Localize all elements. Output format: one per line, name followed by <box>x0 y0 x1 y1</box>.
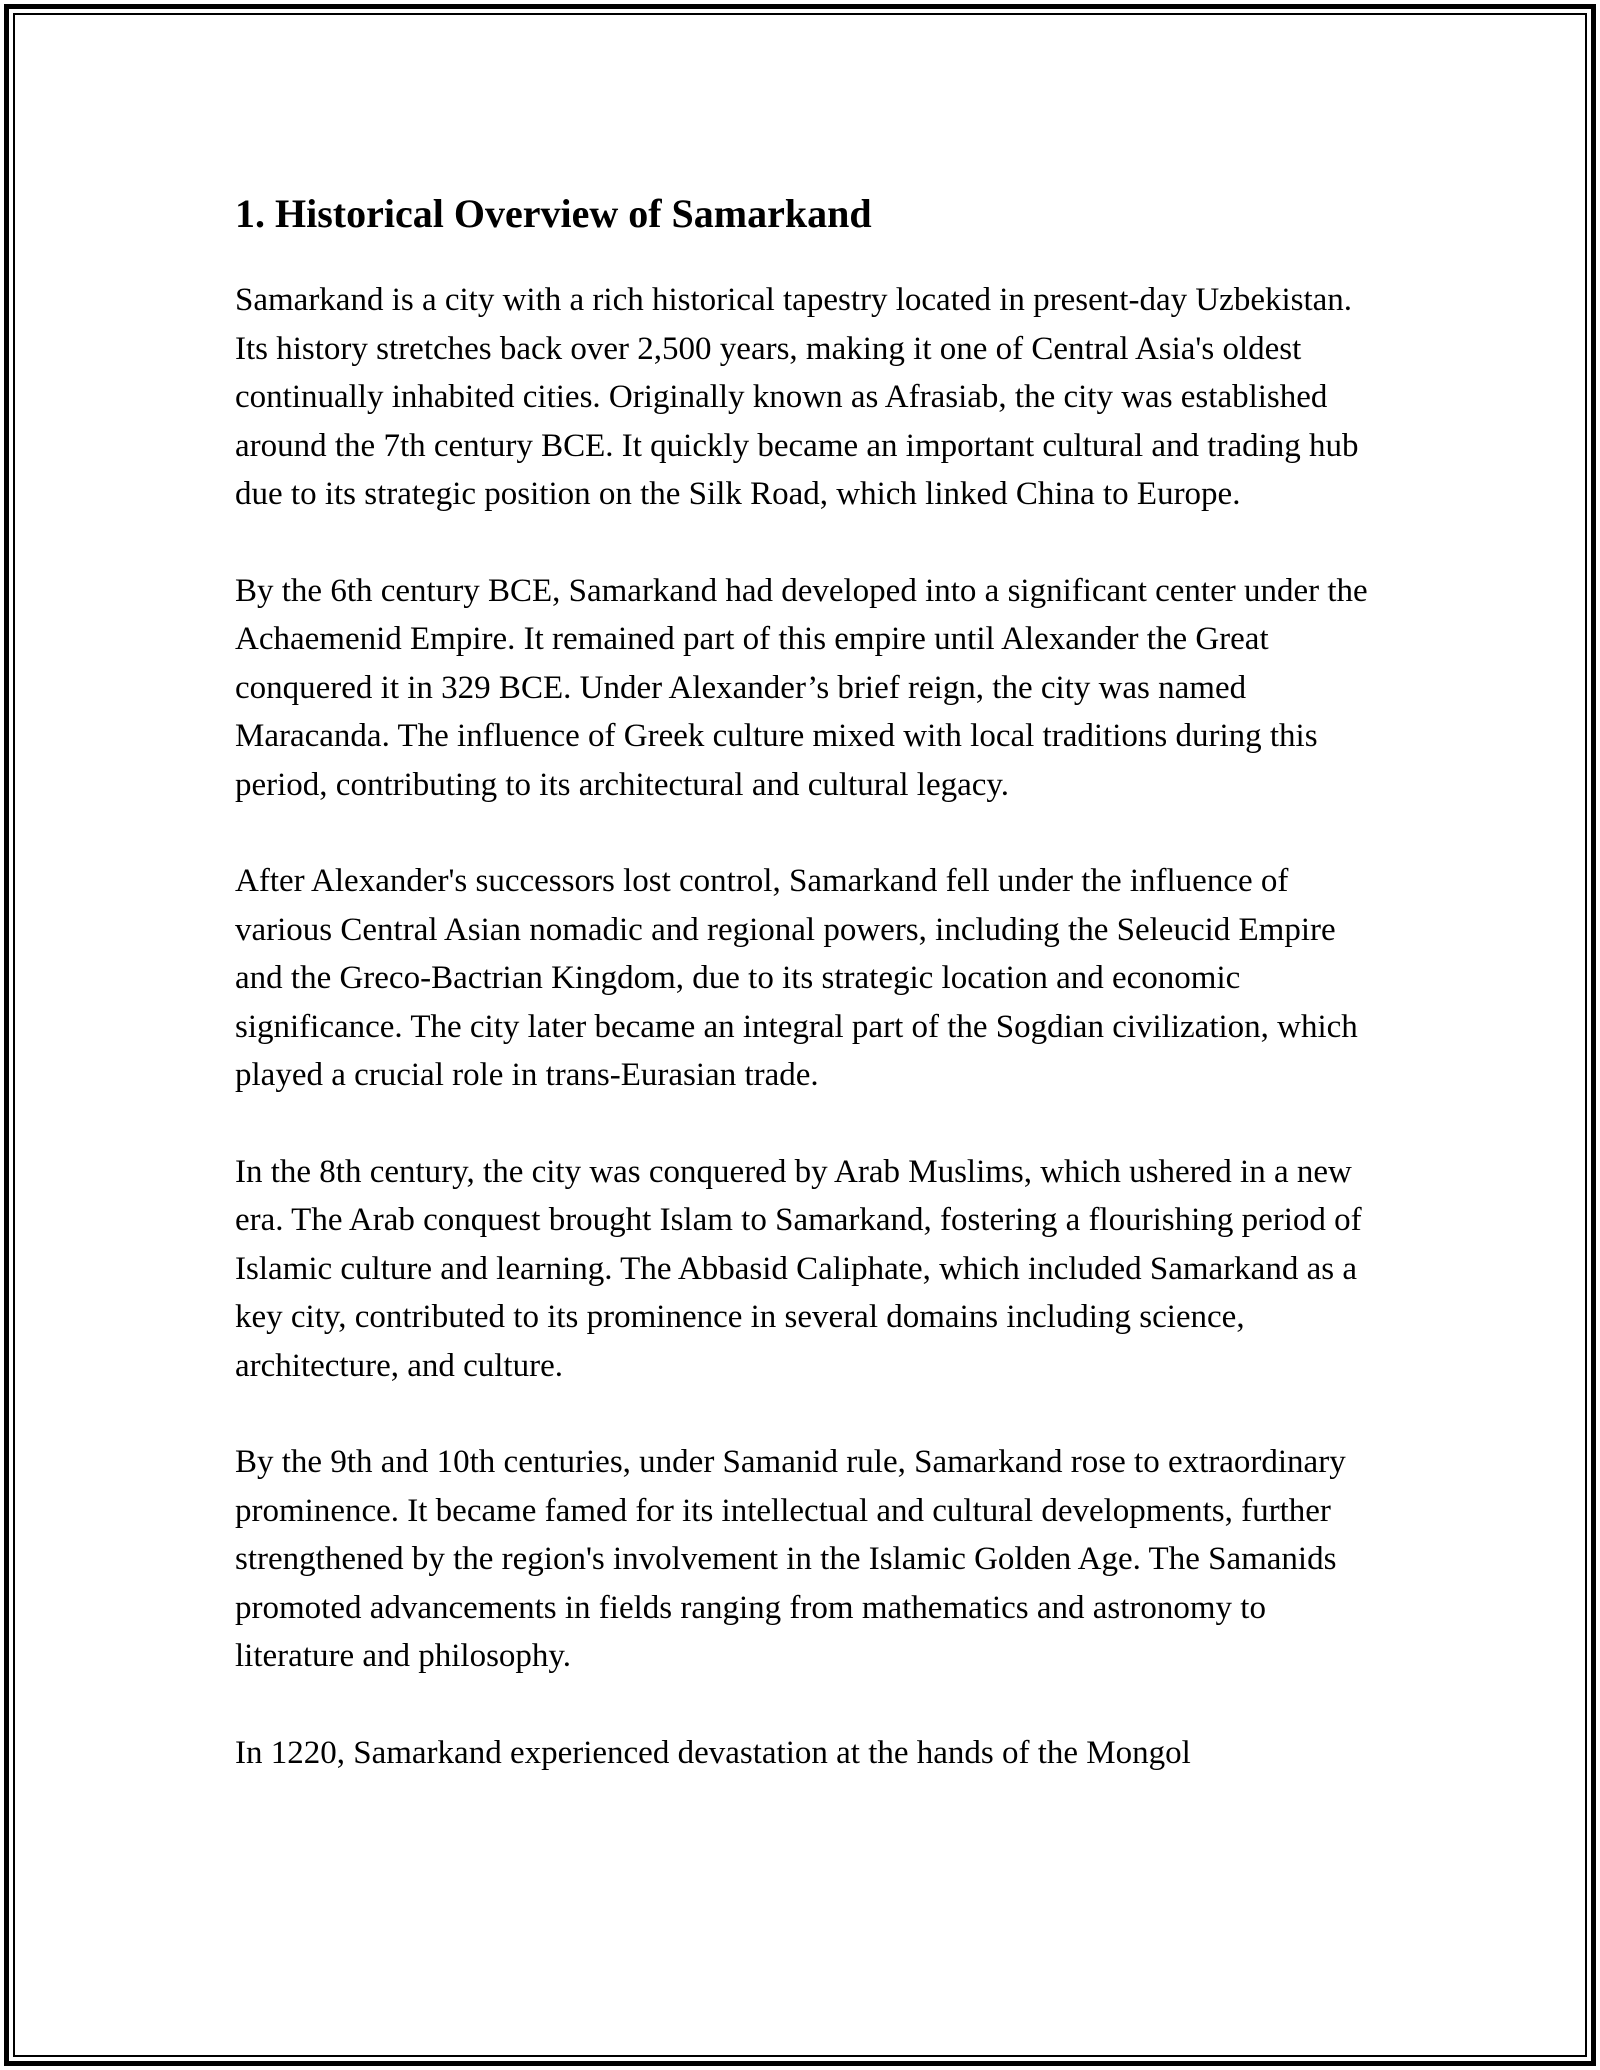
section-heading: 1. Historical Overview of Samarkand <box>235 191 872 236</box>
document-body <box>235 186 1370 1825</box>
paragraph-5: By the 9th and 10th centuries, under Samanid rule, Samarkand rose to extraordinary prominence. It became famed for its intellectual and cultural developments, further strengthened by the region's involvement in the Islamic Golden Age. The Samanids promoted advancements in fields ranging from mathematics and astronomy to literature and philosophy. <box>235 1444 1346 1674</box>
paragraph-2: By the 6th century BCE, Samarkand had developed into a significant center under the Achaemenid Empire. It remained part of this empire until Alexander the Great conquered it in 329 BCE. Under Alexander’s brief reign, the city was named Maracanda. The influence of Greek culture mixed with local traditions during this period, contributing to its architectural and cultural legacy. <box>235 572 1368 803</box>
paragraph-4: In the 8th century, the city was conquered by Arab Muslims, which ushered in a new era. The Arab conquest brought Islam to Samarkand, fostering a flourishing period of Islamic culture and learning. The Abbasid Caliphate, which included Samarkand as a key city, contributed to its prominence in several domains including science, architecture, and culture. <box>235 1153 1362 1384</box>
paragraph-1: Samarkand is a city with a rich historical tapestry located in present-day Uzbekistan. Its history stretches back over 2,500 years, making it one of Central Asia's oldest continually inhabited cities. Originally known as Afrasiab, the city was established around the 7th century BCE. It quickly became an important cultural and trading hub due to its strategic position on the Silk Road, which linked China to Europe. <box>235 282 1359 512</box>
paragraph-3: After Alexander's successors lost control, Samarkand fell under the influence of various Central Asian nomadic and regional powers, including the Seleucid Empire and the Greco-Bactrian Kingdom, due to its strategic location and economic significance. The city later became an integral part of the Sogdian civilization, which played a crucial role in trans-Eurasian trade. <box>235 863 1358 1093</box>
paragraph-6: In 1220, Samarkand experienced devastation at the hands of the Mongol <box>235 1734 1191 1771</box>
